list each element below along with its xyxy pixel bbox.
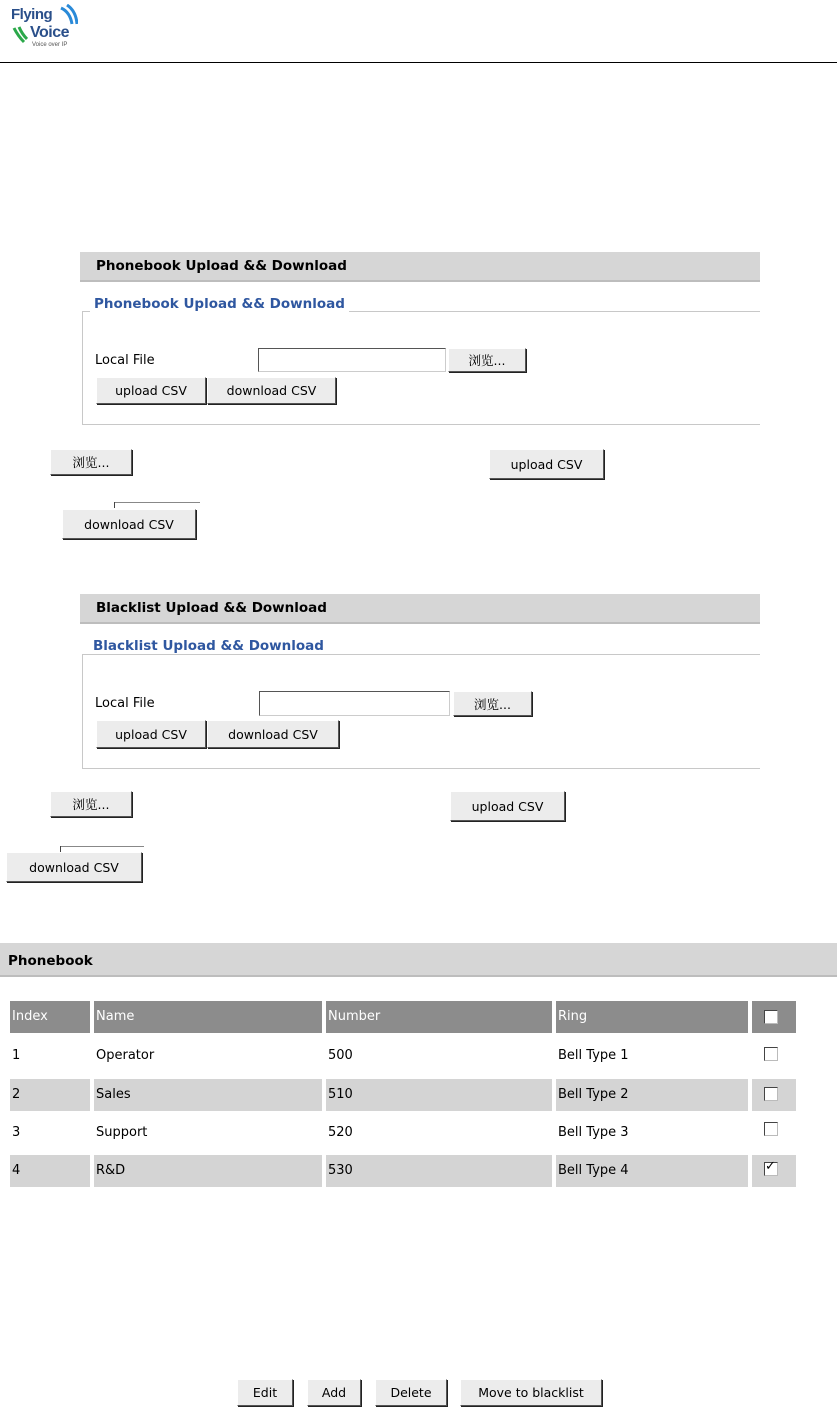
table-row-3-ring: Bell Type 3 xyxy=(558,1125,629,1140)
table-row-4-name: R&D xyxy=(94,1155,322,1187)
callout-download-csv-button-2[interactable]: download CSV xyxy=(6,852,142,882)
fieldset-top-border-2 xyxy=(82,654,760,655)
fieldset-left-border xyxy=(82,311,83,424)
local-file-input[interactable] xyxy=(258,348,446,372)
browse-button-2[interactable]: 浏览... xyxy=(453,691,532,716)
table-row-4-index: 4 xyxy=(10,1155,90,1187)
callout-browse-button-2[interactable]: 浏览... xyxy=(50,791,132,817)
table-row-2-name: Sales xyxy=(94,1079,322,1111)
row-4-checkbox[interactable] xyxy=(764,1162,778,1176)
column-header-number: Number xyxy=(326,1001,552,1033)
logo-text-flying: Flying xyxy=(11,6,53,23)
column-header-ring: Ring xyxy=(556,1001,748,1033)
table-row-4-ring: Bell Type 4 xyxy=(556,1155,748,1187)
download-csv-button[interactable]: download CSV xyxy=(207,377,336,404)
blacklist-transfer-legend: Blacklist Upload && Download xyxy=(89,638,328,654)
fieldset-bottom-border xyxy=(82,424,760,425)
table-row-3-index: 3 xyxy=(12,1125,21,1140)
phonebook-transfer-bar: Phonebook Upload && Download xyxy=(80,252,760,282)
table-row-2-ring: Bell Type 2 xyxy=(556,1079,748,1111)
callout-marker-line-2 xyxy=(60,846,144,847)
table-row-1-number: 500 xyxy=(328,1048,353,1063)
row-2-checkbox[interactable] xyxy=(764,1087,778,1101)
callout-marker-line xyxy=(114,502,200,503)
table-row-1-name: Operator xyxy=(96,1048,155,1063)
table-row-4-number: 530 xyxy=(326,1155,552,1187)
local-file-label: Local File xyxy=(95,353,155,368)
local-file-input-2[interactable] xyxy=(259,691,450,716)
phonebook-bar: Phonebook xyxy=(0,943,837,977)
callout-upload-csv-button[interactable]: upload CSV xyxy=(489,449,604,479)
logo-tagline: Voice over IP xyxy=(32,42,68,48)
phonebook-transfer-legend: Phonebook Upload && Download xyxy=(90,296,349,312)
table-row-1-ring: Bell Type 1 xyxy=(558,1048,629,1063)
table-row-2-number: 510 xyxy=(326,1079,552,1111)
logo-text-voice: Voice xyxy=(30,24,69,41)
flyingvoice-logo xyxy=(8,4,86,56)
callout-upload-csv-button-2[interactable]: upload CSV xyxy=(450,791,565,821)
column-header-name: Name xyxy=(94,1001,322,1033)
blacklist-transfer-bar: Blacklist Upload && Download xyxy=(80,594,760,624)
table-row-1-index: 1 xyxy=(12,1048,21,1063)
column-header-index: Index xyxy=(10,1001,90,1033)
local-file-label-2: Local File xyxy=(95,696,155,711)
fieldset-left-border-2 xyxy=(82,654,83,768)
move-to-blacklist-button[interactable]: Move to blacklist xyxy=(460,1379,602,1406)
edit-button[interactable]: Edit xyxy=(237,1379,293,1406)
callout-download-csv-button[interactable]: download CSV xyxy=(62,509,196,539)
fieldset-bottom-border-2 xyxy=(82,768,760,769)
delete-button[interactable]: Delete xyxy=(375,1379,447,1406)
browse-button[interactable]: 浏览... xyxy=(448,348,526,372)
table-row-3-name: Support xyxy=(96,1125,148,1140)
row-1-checkbox[interactable] xyxy=(764,1047,778,1061)
column-header-select xyxy=(752,1001,796,1033)
wave-icon-small xyxy=(12,26,28,44)
download-csv-button-2[interactable]: download CSV xyxy=(207,720,339,748)
upload-csv-button[interactable]: upload CSV xyxy=(96,377,206,404)
select-all-checkbox[interactable] xyxy=(764,1010,778,1024)
upload-csv-button-2[interactable]: upload CSV xyxy=(96,720,206,748)
row-3-checkbox[interactable] xyxy=(764,1122,778,1136)
callout-marker-tick xyxy=(114,502,115,508)
table-row-2-index: 2 xyxy=(10,1079,90,1111)
table-row-3-number: 520 xyxy=(328,1125,353,1140)
callout-browse-button[interactable]: 浏览... xyxy=(50,449,132,475)
add-button[interactable]: Add xyxy=(307,1379,361,1406)
wave-icon xyxy=(58,4,78,26)
header-divider xyxy=(0,62,837,63)
